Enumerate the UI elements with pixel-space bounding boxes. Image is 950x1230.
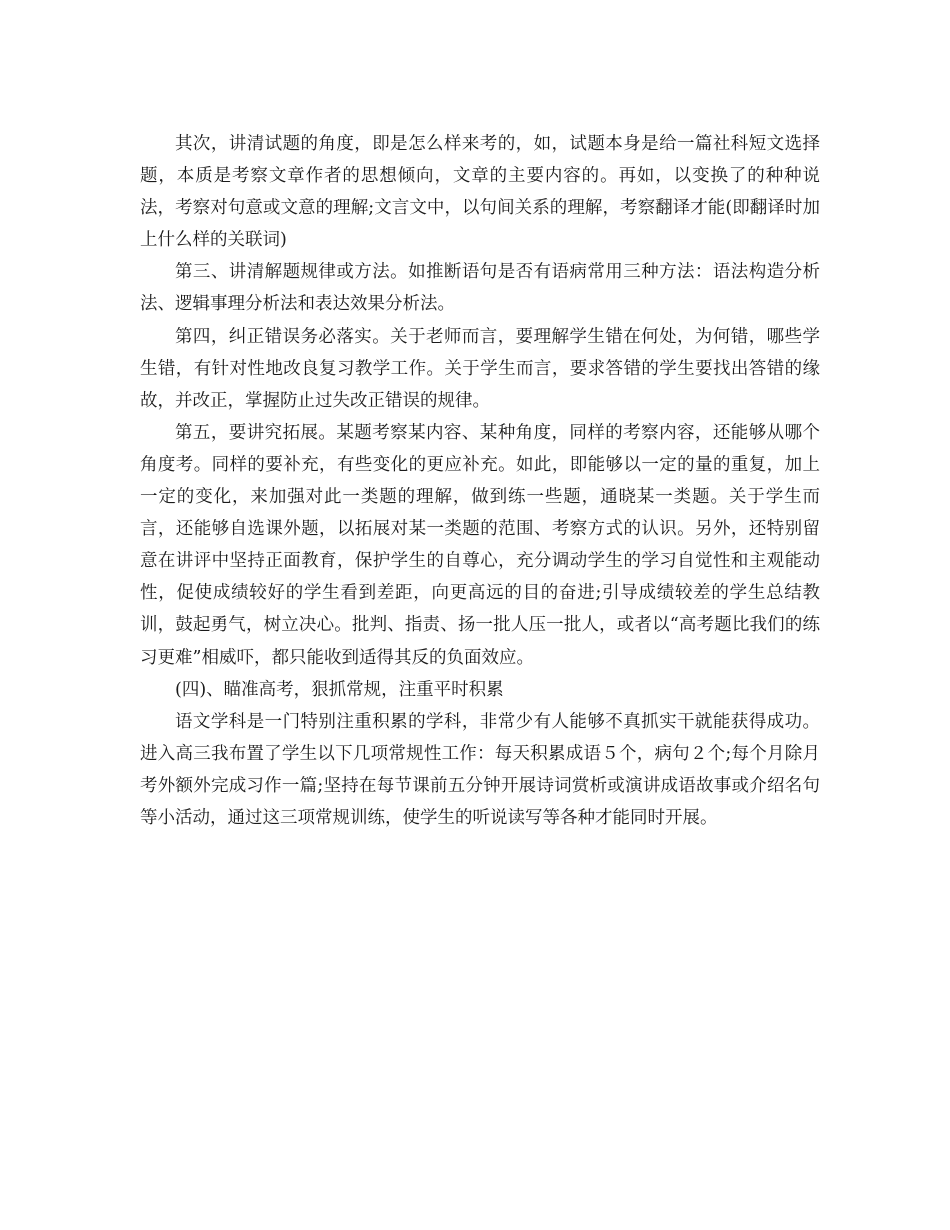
paragraph-solving-methods: 第三、讲清解题规律或方法。如推断语句是否有语病常用三种方法：语法构造分析法、逻辑事理分析法和表达效果分析法。 bbox=[140, 262, 820, 315]
document-body bbox=[140, 128, 820, 834]
paragraph-extension: 第五，要讲究拓展。某题考察某内容、某种角度，同样的考察内容，还能够从哪个角度考。同样的要补充，有些变化的更应补充。如此，即能够以一定的量的重复，加上一定的变化，来加强对此一类题的理解，做到练一些题，通晓某一类题。关于学生而言，还能够自选课外题，以拓展对某一类题的范围、考察方式的认识。另外，还特别留意在讲评中坚持正面教育，保护学生的自尊心，充分调动学生的学习自觉性和主观能动性，促使成绩较好的学生看到差距，向更高远的目的奋进;引导成绩较差的学生总结教训，鼓起勇气，树立决心。批判、指责、扬一批人压一批人，或者以“高考题比我们的练习更难”相威吓，都只能收到适得其反的负面效应。 bbox=[140, 422, 820, 668]
section-heading-four: (四)、瞄准高考，狠抓常规，注重平时积累 bbox=[175, 679, 504, 700]
paragraph-correct-errors: 第四，纠正错误务必落实。关于老师而言，要理解学生错在何处，为何错，哪些学生错，有针对性地改良复习教学工作。关于学生而言，要求答错的学生要找出答错的缘故，并改正，掌握防止过失改正错误的规律。 bbox=[140, 326, 820, 411]
paragraph-accumulation: 语文学科是一门特别注重积累的学科，非常少有人能够不真抓实干就能获得成功。进入高三我布置了学生以下几项常规性工作：每天积累成语５个，病句２个;每个月除月考外额外完成习作一篇;坚持在每节课前五分钟开展诗词赏析或演讲成语故事或介绍名句等小活动，通过这三项常规训练，使学生的听说读写等各种才能同时开展。 bbox=[140, 711, 820, 828]
paragraph-angle-of-questions: 其次，讲清试题的角度，即是怎么样来考的，如，试题本身是给一篇社科短文选择题，本质是考察文章作者的思想倾向，文章的主要内容的。再如，以变换了的种种说法，考察对句意或文意的理解;文言文中，以句间关系的理解，考察翻译才能(即翻译时加上什么样的关联词) bbox=[140, 134, 820, 251]
